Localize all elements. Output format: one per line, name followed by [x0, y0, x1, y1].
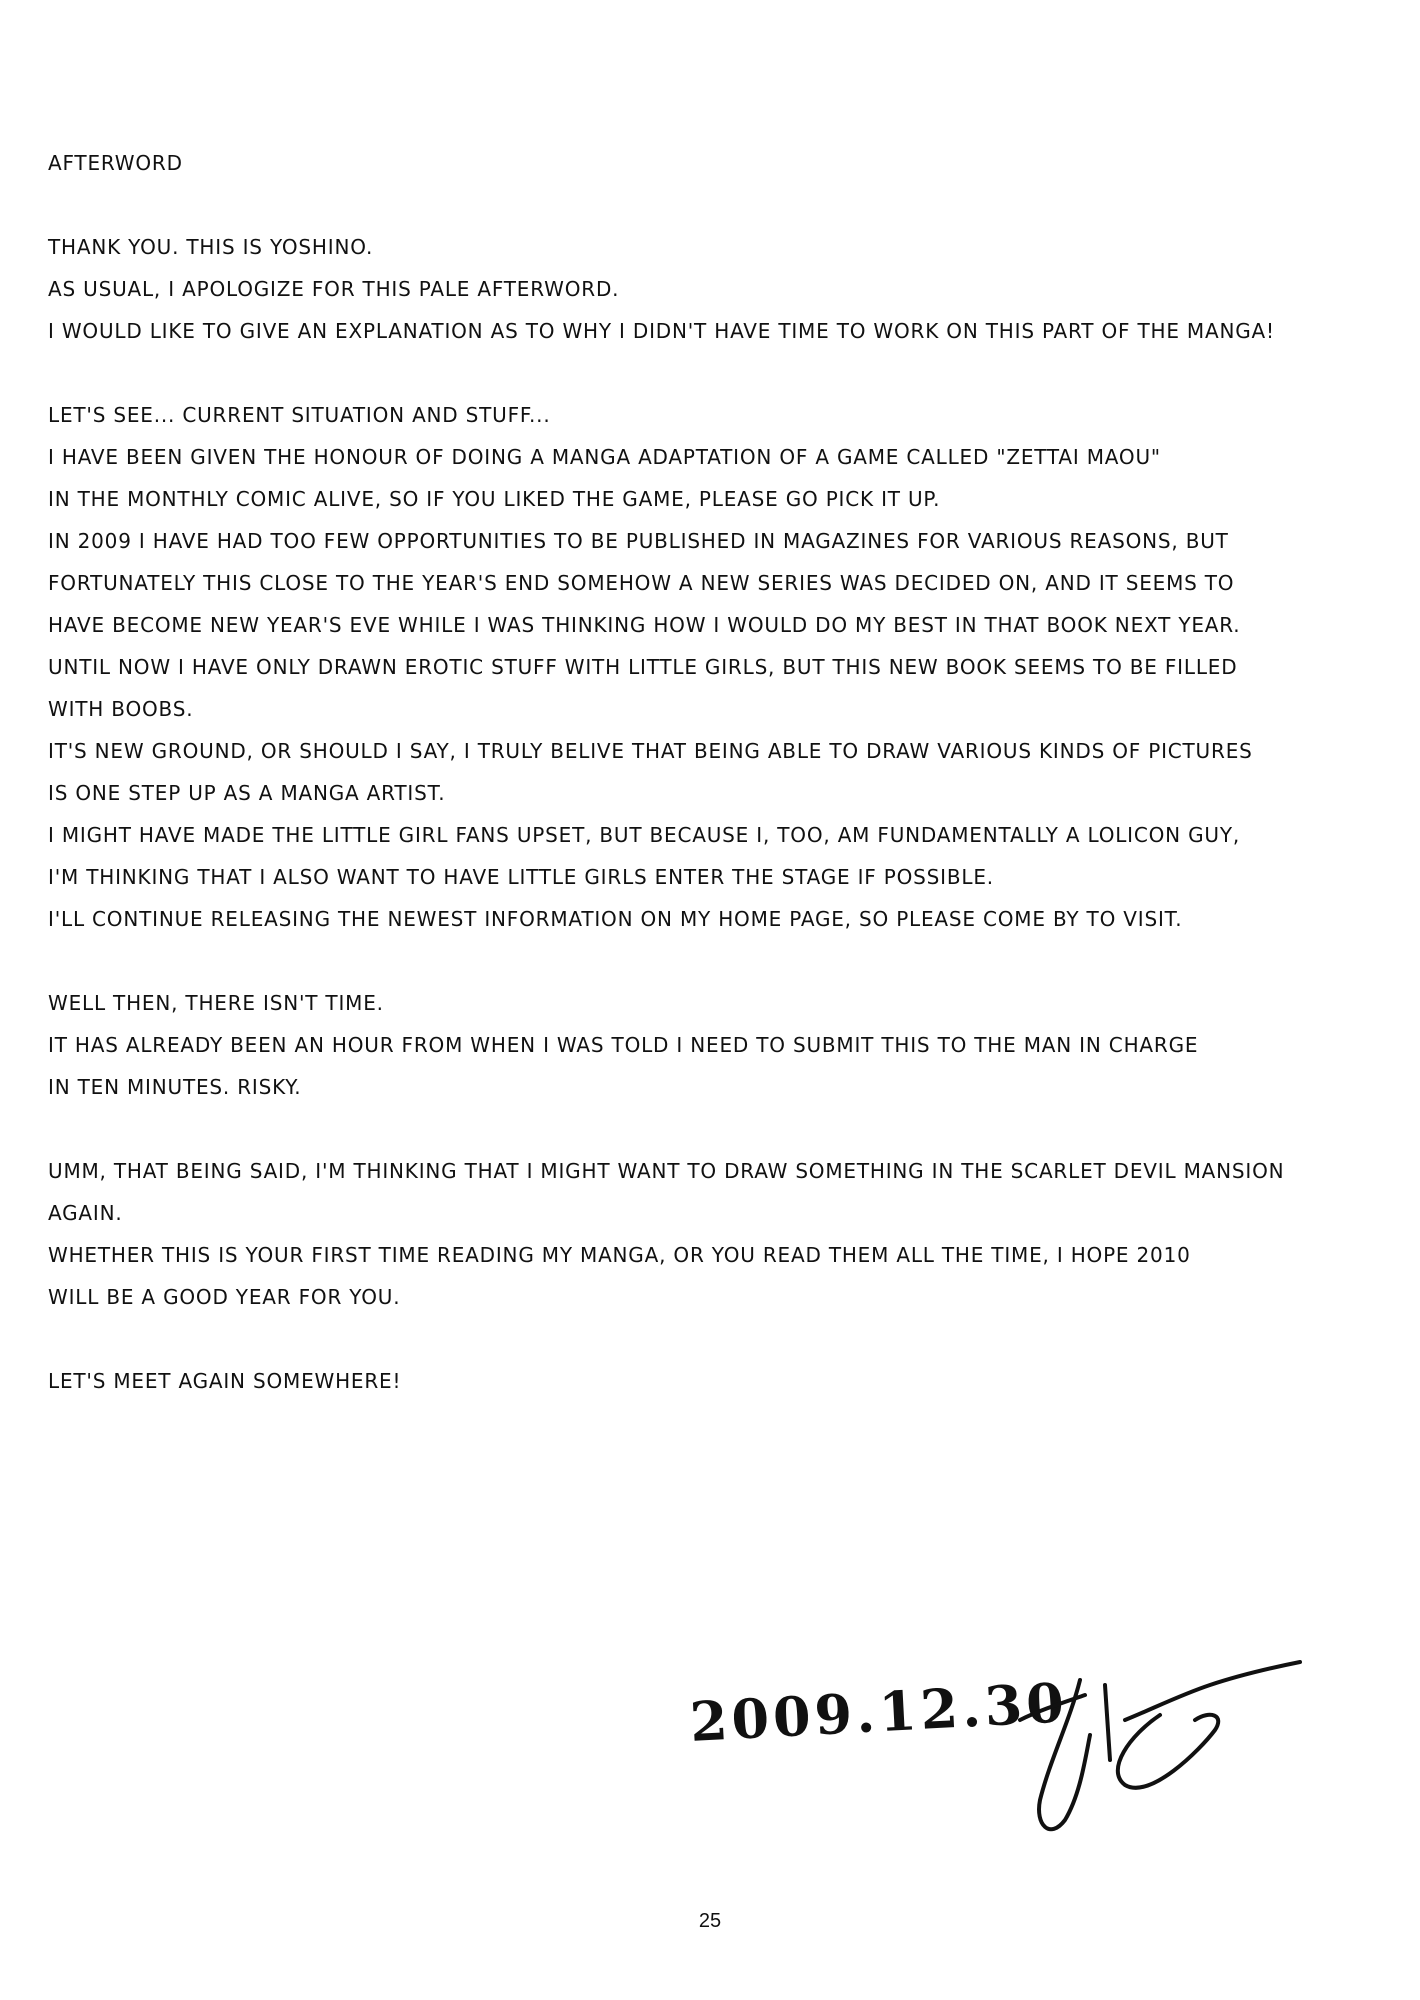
- paragraph-4: [48, 1150, 1388, 1318]
- paragraph-3: [48, 982, 1388, 1108]
- text-line: LET'S MEET AGAIN SOMEWHERE!: [48, 1369, 402, 1393]
- paragraph-gap: [48, 184, 1388, 226]
- text-line: IN THE MONTHLY COMIC ALIVE, SO IF YOU LIKED THE GAME, PLEASE GO PICK IT UP.: [48, 487, 941, 511]
- text-line: HAVE BECOME NEW YEAR'S EVE WHILE I WAS THINKING HOW I WOULD DO MY BEST IN THAT BOOK NEXT YEAR.: [48, 613, 1241, 637]
- text-line: IN 2009 I HAVE HAD TOO FEW OPPORTUNITIES TO BE PUBLISHED IN MAGAZINES FOR VARIOUS REASONS, BUT: [48, 529, 1229, 553]
- text-line: WELL THEN, THERE ISN'T TIME.: [48, 991, 384, 1015]
- text-line: I MIGHT HAVE MADE THE LITTLE GIRL FANS UPSET, BUT BECAUSE I, TOO, AM FUNDAMENTALLY A LOLICON GUY,: [48, 823, 1241, 847]
- text-line: IN TEN MINUTES. RISKY.: [48, 1075, 302, 1099]
- paragraph-gap: [48, 352, 1388, 394]
- afterword-heading: AFTERWORD: [48, 151, 183, 175]
- text-line: IS ONE STEP UP AS A MANGA ARTIST.: [48, 781, 446, 805]
- signature-area: [690, 1640, 1310, 1860]
- page-number: 25: [698, 1910, 722, 1932]
- paragraph-gap: [48, 1108, 1388, 1150]
- text-line: THANK YOU. THIS IS YOSHINO.: [48, 235, 374, 259]
- text-line: LET'S SEE... CURRENT SITUATION AND STUFF...: [48, 403, 551, 427]
- paragraph-5: [48, 1360, 1388, 1402]
- paragraph-1: [48, 226, 1388, 352]
- text-line: FORTUNATELY THIS CLOSE TO THE YEAR'S END SOMEHOW A NEW SERIES WAS DECIDED ON, AND IT SEEMS TO: [48, 571, 1235, 595]
- text-line: WILL BE A GOOD YEAR FOR YOU.: [48, 1285, 401, 1309]
- afterword-text: [48, 142, 1388, 1402]
- text-line: UMM, THAT BEING SAID, I'M THINKING THAT I MIGHT WANT TO DRAW SOMETHING IN THE SCARLET DEVIL MANSION: [48, 1159, 1285, 1183]
- signature-icon: [1010, 1640, 1310, 1860]
- text-line: I HAVE BEEN GIVEN THE HONOUR OF DOING A MANGA ADAPTATION OF A GAME CALLED "ZETTAI MAOU": [48, 445, 1161, 469]
- text-line: I'LL CONTINUE RELEASING THE NEWEST INFORMATION ON MY HOME PAGE, SO PLEASE COME BY TO VISIT.: [48, 907, 1183, 931]
- text-line: AGAIN.: [48, 1201, 123, 1225]
- text-line: WITH BOOBS.: [48, 697, 194, 721]
- paragraph-2: [48, 394, 1388, 940]
- text-line: I WOULD LIKE TO GIVE AN EXPLANATION AS TO WHY I DIDN'T HAVE TIME TO WORK ON THIS PART OF THE MANGA!: [48, 319, 1275, 343]
- text-line: IT HAS ALREADY BEEN AN HOUR FROM WHEN I WAS TOLD I NEED TO SUBMIT THIS TO THE MAN IN CHARGE: [48, 1033, 1199, 1057]
- text-line: I'M THINKING THAT I ALSO WANT TO HAVE LITTLE GIRLS ENTER THE STAGE IF POSSIBLE.: [48, 865, 994, 889]
- paragraph-gap: [48, 1318, 1388, 1360]
- handwritten-date: 2009.12.30: [688, 1670, 1070, 1754]
- text-line: WHETHER THIS IS YOUR FIRST TIME READING MY MANGA, OR YOU READ THEM ALL THE TIME, I HOPE 2010: [48, 1243, 1191, 1267]
- text-line: AS USUAL, I APOLOGIZE FOR THIS PALE AFTERWORD.: [48, 277, 620, 301]
- paragraph-gap: [48, 940, 1388, 982]
- text-line: IT'S NEW GROUND, OR SHOULD I SAY, I TRULY BELIVE THAT BEING ABLE TO DRAW VARIOUS KINDS OF PICTURES: [48, 739, 1253, 763]
- text-line: UNTIL NOW I HAVE ONLY DRAWN EROTIC STUFF WITH LITTLE GIRLS, BUT THIS NEW BOOK SEEMS TO BE FILLED: [48, 655, 1238, 679]
